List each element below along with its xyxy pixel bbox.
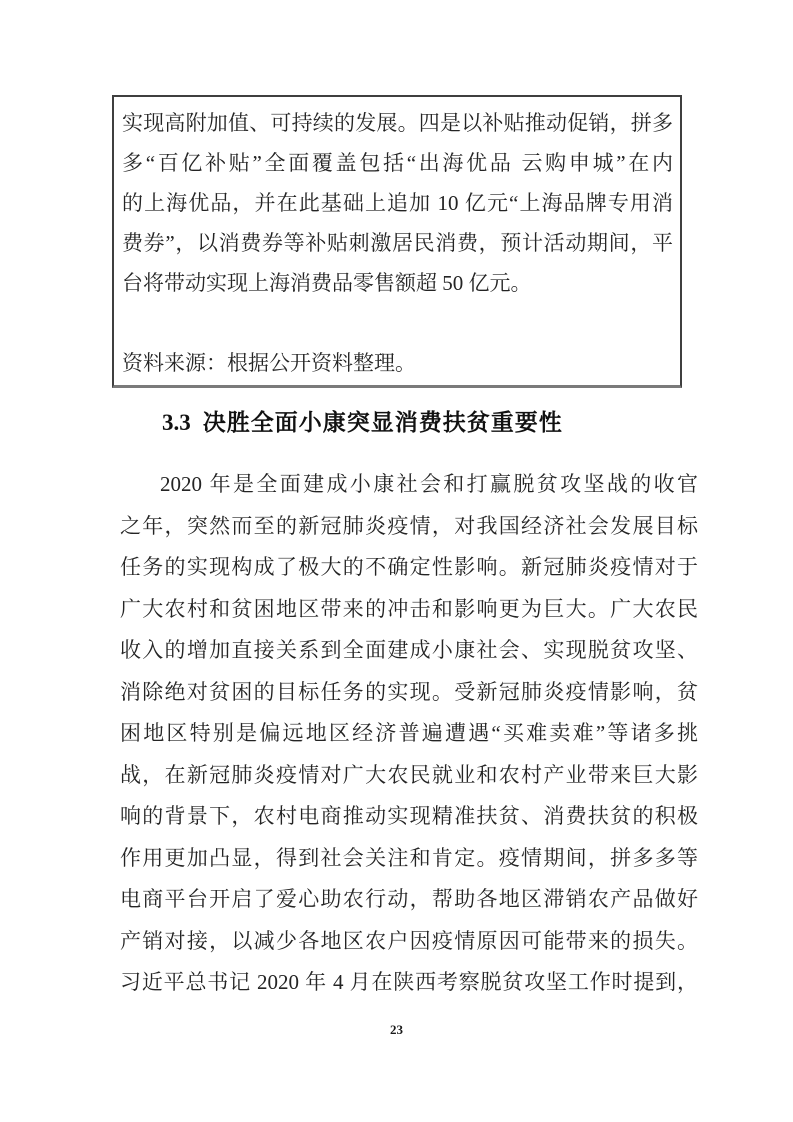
body-text-line: 之年，突然而至的新冠肺炎疫情，对我国经济社会发展目标 [120,513,698,538]
section-number: 3.3 [162,410,191,435]
body-text-line: 响的背景下，农村电商推动实现精准扶贫、消费扶贫的积极 [120,804,698,828]
body-text-line: 习近平总书记 2020 年 4 月在陕西考察脱贫攻坚工作时提到， [120,970,698,994]
body-text-line: 2020 年是全面建成小康社会和打赢脱贫攻坚战的收官 [160,472,698,496]
box-text-line: 实现高附加值、可持续的发展。四是以补贴推动促销，拼多 [122,111,673,135]
body-text-line: 产销对接，以减少各地区农户因疫情原因可能带来的损失。 [120,928,698,953]
page-number: 23 [390,1022,403,1037]
box-text-line: 台将带动实现上海消费品零售额超 50 亿元。 [122,271,532,295]
body-text-line: 任务的实现构成了极大的不确定性影响。新冠肺炎疫情对于 [120,555,698,579]
source-text-box [112,95,682,388]
section-title: 决胜全面小康突显消费扶贫重要性 [202,410,563,435]
section-heading [120,408,740,438]
body-text-line: 消除绝对贫困的目标任务的实现。受新冠肺炎疫情影响，贫 [120,679,698,704]
body-text-line: 困地区特别是偏远地区经济普遍遭遇“买难卖难”等诸多挑 [120,721,698,745]
body-text-line: 电商平台开启了爱心助农行动，帮助各地区滞销农产品做好 [120,887,698,911]
body-text-line: 战，在新冠肺炎疫情对广大农民就业和农村产业带来巨大影 [120,762,698,787]
body-text-line: 作用更加凸显，得到社会关注和肯定。疫情期间，拼多多等 [120,845,698,870]
body-text-line: 收入的增加直接关系到全面建成小康社会、实现脱贫攻坚、 [120,638,698,662]
source-note: 资料来源：根据公开资料整理。 [122,351,416,375]
blank-line [122,303,673,343]
body-text-line: 广大农村和贫困地区带来的冲击和影响更为巨大。广大农民 [120,596,698,621]
box-text-line: 多“百亿补贴”全面覆盖包括“出海优品 云购申城”在内 [122,151,673,175]
box-text-line: 的上海优品，并在此基础上追加 10 亿元“上海品牌专用消 [122,191,673,215]
body-paragraph [120,464,698,1004]
box-text-line: 费券”，以消费券等补贴刺激居民消费，预计活动期间，平 [122,231,673,255]
